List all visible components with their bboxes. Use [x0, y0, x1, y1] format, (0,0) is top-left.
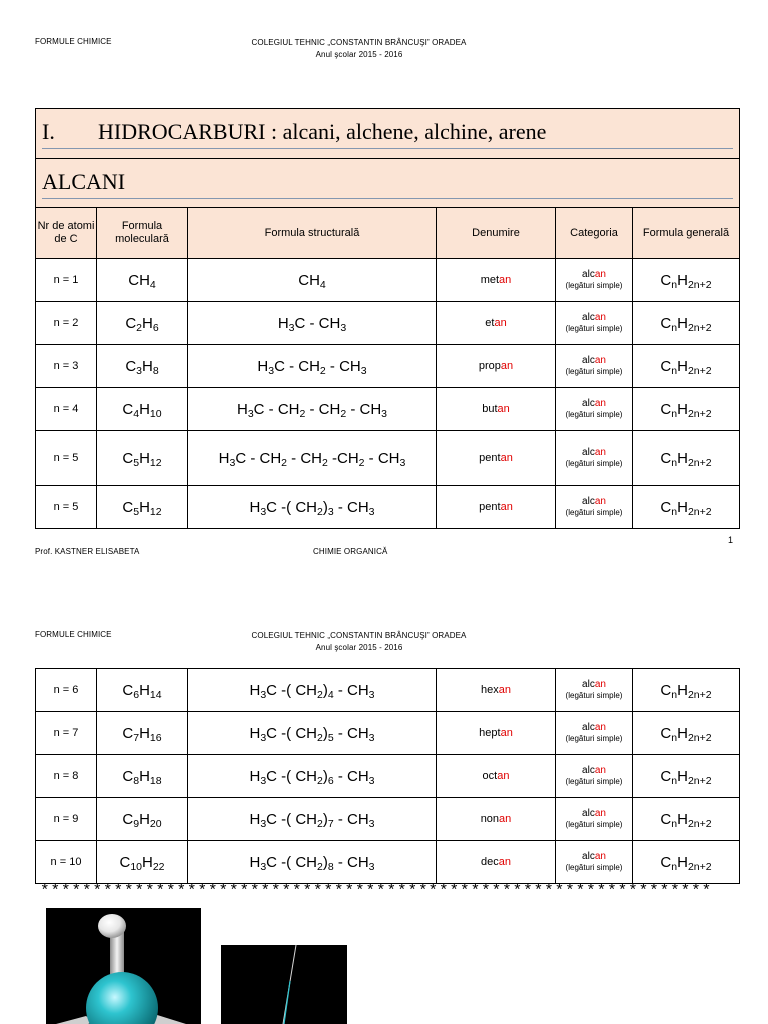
- name-cell: pentan: [437, 431, 556, 486]
- col-header-general: Formula generală: [633, 208, 740, 259]
- name-cell: pentan: [437, 486, 556, 529]
- carbon-count-cell: n = 7: [36, 712, 97, 755]
- subsection-title: ALCANI: [42, 168, 733, 199]
- header-college: COLEGIUL TEHNIC „CONSTANTIN BRÂNCUŞI” ORADEA: [251, 38, 467, 47]
- general-formula-cell: $C_nH_{2n+2}$: [633, 486, 740, 529]
- category-cell: alcan (legături simple): [556, 388, 633, 431]
- general-formula-cell: $C_nH_{2n+2}$: [633, 431, 740, 486]
- general-formula-cell: $C_nH_{2n+2}$: [633, 669, 740, 712]
- structural-formula-cell: $H_3C$ -( $CH_2)_8 - CH_3$: [188, 841, 437, 884]
- category-cell: alcan (legături simple): [556, 259, 633, 302]
- methane-model-graphic: [46, 908, 201, 1024]
- structural-formula-cell: $H_3C$ -( $CH_2)_5 - CH_3$: [188, 712, 437, 755]
- general-formula-cell: $C_nH_{2n+2}$: [633, 798, 740, 841]
- carbon-count-cell: n = 5: [36, 486, 97, 529]
- table-row: [36, 431, 740, 486]
- carbon-count-cell: n = 6: [36, 669, 97, 712]
- name-cell: propan: [437, 345, 556, 388]
- general-formula-cell: $C_nH_{2n+2}$: [633, 388, 740, 431]
- category-cell: alcan (legături simple): [556, 712, 633, 755]
- header-left-page2: FORMULE CHIMICE: [35, 630, 112, 639]
- header-center: [209, 37, 509, 61]
- structural-formula-cell: $H_3C - CH_2 - CH_2 - CH_3$: [188, 388, 437, 431]
- molecular-formula-cell: $C_4H_{10}$: [97, 388, 188, 431]
- name-cell: nonan: [437, 798, 556, 841]
- header-year: Anul şcolar 2015 - 2016: [315, 50, 403, 59]
- alkanes-table-page2: [35, 668, 740, 884]
- col-header-name: Denumire: [437, 208, 556, 259]
- carbon-count-cell: n = 5: [36, 431, 97, 486]
- name-cell: butan: [437, 388, 556, 431]
- carbon-count-cell: n = 9: [36, 798, 97, 841]
- separator-stars: ****************************************************************: [40, 882, 713, 900]
- structural-formula-cell: $H_3C$ -( $CH_2)_3 - CH_3$: [188, 486, 437, 529]
- general-formula-cell: $C_nH_{2n+2}$: [633, 259, 740, 302]
- general-formula-cell: $C_nH_{2n+2}$: [633, 712, 740, 755]
- table-body-page1: [36, 259, 740, 529]
- category-cell: alcan (legături simple): [556, 669, 633, 712]
- category-cell: alcan (legături simple): [556, 345, 633, 388]
- page-number: 1: [727, 535, 733, 545]
- molecular-formula-cell: $CH_4$: [97, 259, 188, 302]
- table-row: [36, 841, 740, 884]
- section-title-cell: [36, 109, 740, 159]
- name-cell: metan: [437, 259, 556, 302]
- molecular-formula-cell: $C_2H_6$: [97, 302, 188, 345]
- col-header-molecular: Formula moleculară: [97, 208, 188, 259]
- col-header-structural: Formula structurală: [188, 208, 437, 259]
- footer-author: Prof. KASTNER ELISABETA: [35, 547, 140, 556]
- category-cell: alcan (legături simple): [556, 302, 633, 345]
- structural-formula-cell: $H_3C - CH_2 - CH_2$ $-CH_2 - CH_3$: [188, 431, 437, 486]
- table-row: [36, 798, 740, 841]
- table-row: [36, 388, 740, 431]
- footer-subject: CHIMIE ORGANICĂ: [313, 547, 388, 556]
- table-row: [36, 486, 740, 529]
- col-header-n: Nr de atomi de C: [36, 208, 97, 259]
- molecular-formula-cell: $C_9H_{20}$: [97, 798, 188, 841]
- table-row: [36, 669, 740, 712]
- section-title: HIDROCARBURI : alcani, alchene, alchine, arene: [98, 119, 547, 144]
- structural-formula-cell: $H_3C$ -( $CH_2)_4 - CH_3$: [188, 669, 437, 712]
- carbon-count-cell: n = 4: [36, 388, 97, 431]
- molecular-formula-cell: $C_8H_{18}$: [97, 755, 188, 798]
- molecular-formula-cell: $C_7H_{16}$: [97, 712, 188, 755]
- structural-formula-cell: $H_3C$ -( $CH_2)_6 - CH_3$: [188, 755, 437, 798]
- molecular-formula-cell: $C_5H_{12}$: [97, 486, 188, 529]
- table-row: [36, 755, 740, 798]
- table-body-page2: [36, 669, 740, 884]
- molecule-line-graphic: [221, 945, 347, 1024]
- header-left: FORMULE CHIMICE: [35, 37, 112, 46]
- general-formula-cell: $C_nH_{2n+2}$: [633, 841, 740, 884]
- category-cell: alcan (legături simple): [556, 486, 633, 529]
- name-cell: decan: [437, 841, 556, 884]
- header-center-page2: [209, 630, 509, 654]
- structural-formula-cell: $H_3C - CH_3$: [188, 302, 437, 345]
- general-formula-cell: $C_nH_{2n+2}$: [633, 755, 740, 798]
- carbon-count-cell: n = 2: [36, 302, 97, 345]
- section-number: I.: [42, 119, 55, 144]
- table-row: [36, 712, 740, 755]
- general-formula-cell: $C_nH_{2n+2}$: [633, 345, 740, 388]
- carbon-count-cell: n = 3: [36, 345, 97, 388]
- header-college-page2: COLEGIUL TEHNIC „CONSTANTIN BRÂNCUŞI” ORADEA: [251, 631, 467, 640]
- category-cell: alcan (legături simple): [556, 431, 633, 486]
- table-row: [36, 302, 740, 345]
- subsection-title-cell: [36, 159, 740, 208]
- col-header-category: Categoria: [556, 208, 633, 259]
- carbon-count-cell: n = 1: [36, 259, 97, 302]
- general-formula-cell: $C_nH_{2n+2}$: [633, 302, 740, 345]
- category-cell: alcan (legături simple): [556, 798, 633, 841]
- table-row: [36, 345, 740, 388]
- carbon-count-cell: n = 10: [36, 841, 97, 884]
- carbon-count-cell: n = 8: [36, 755, 97, 798]
- structural-formula-cell: $CH_4$: [188, 259, 437, 302]
- molecule-line-image: [221, 945, 347, 1024]
- table-header-row: [36, 208, 740, 259]
- name-cell: heptan: [437, 712, 556, 755]
- header-year-page2: Anul şcolar 2015 - 2016: [315, 643, 403, 652]
- category-cell: alcan (legături simple): [556, 841, 633, 884]
- alkanes-table-page1: [35, 108, 740, 529]
- name-cell: hexan: [437, 669, 556, 712]
- structural-formula-cell: $H_3C$ -( $CH_2)_7 - CH_3$: [188, 798, 437, 841]
- methane-ball-and-stick-image: [46, 908, 201, 1024]
- molecular-formula-cell: $C_6H_{14}$: [97, 669, 188, 712]
- name-cell: etan: [437, 302, 556, 345]
- category-cell: alcan (legături simple): [556, 755, 633, 798]
- molecular-formula-cell: $C_{10}H_{22}$: [97, 841, 188, 884]
- name-cell: octan: [437, 755, 556, 798]
- table-row: [36, 259, 740, 302]
- molecular-formula-cell: $C_5H_{12}$: [97, 431, 188, 486]
- structural-formula-cell: $H_3C - CH_2 - CH_3$: [188, 345, 437, 388]
- molecular-formula-cell: $C_3H_8$: [97, 345, 188, 388]
